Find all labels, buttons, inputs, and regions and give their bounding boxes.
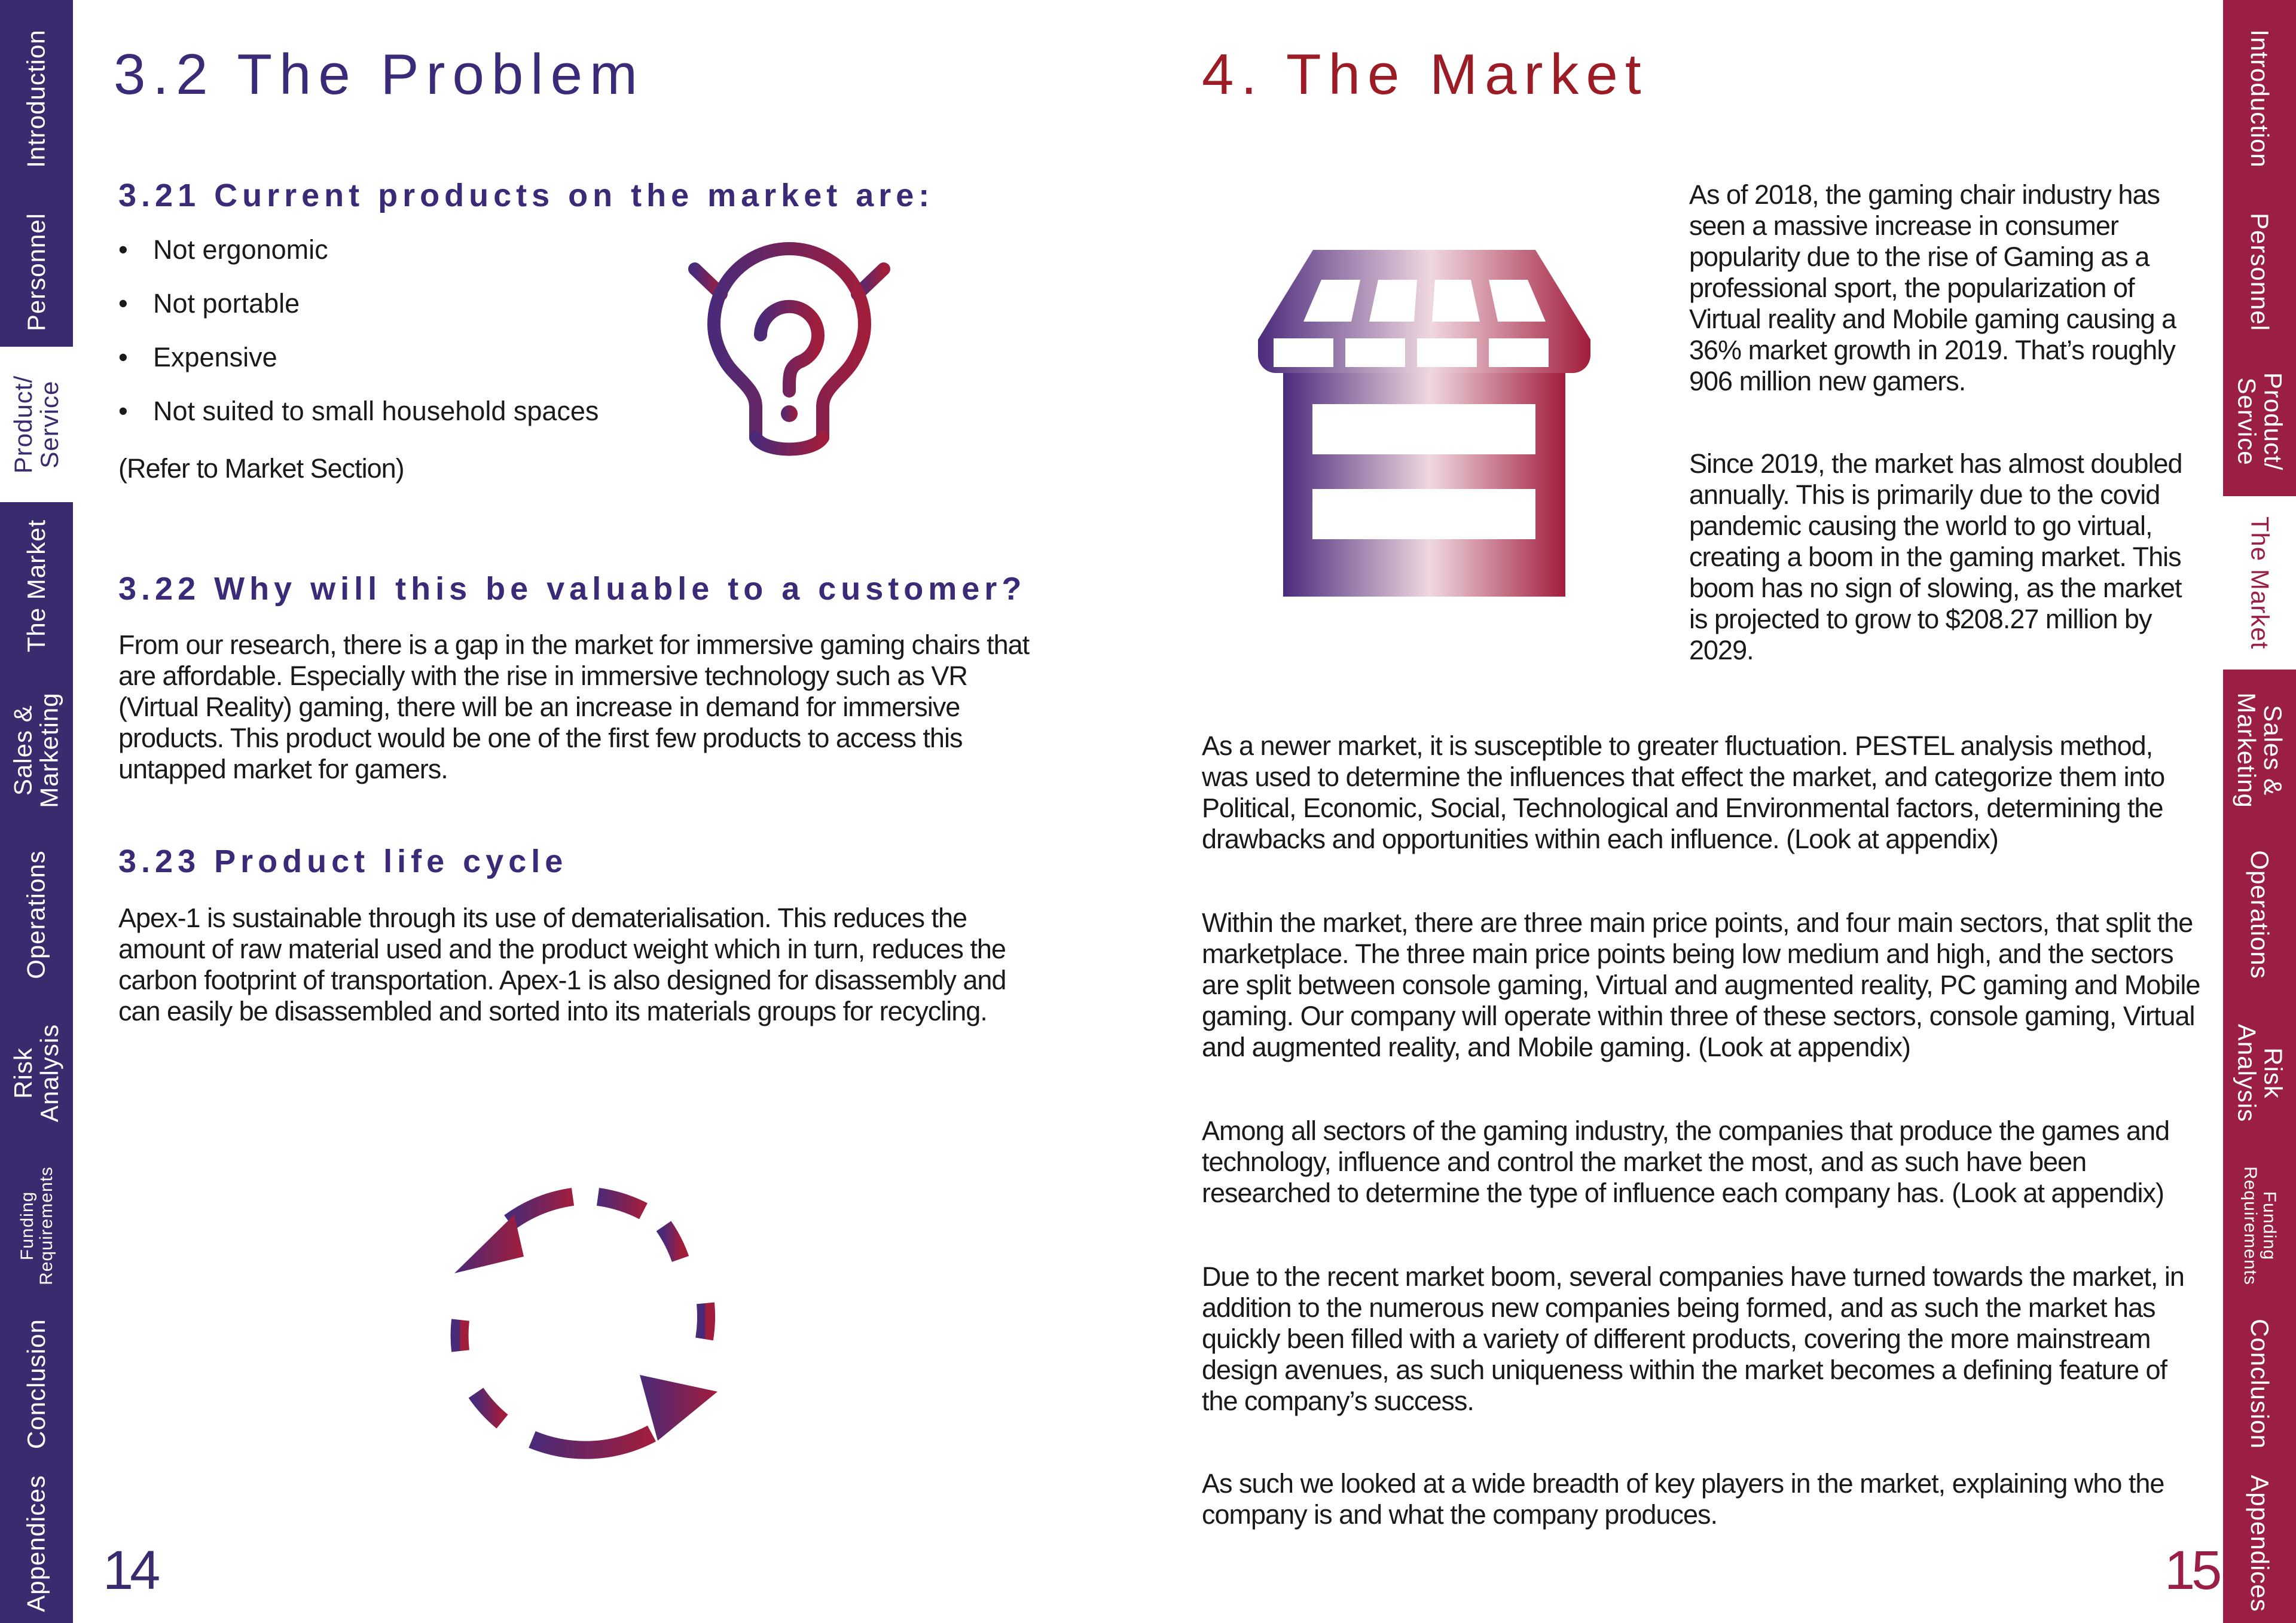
tab-label: Product/ Service [8,375,64,474]
sidebar-right-tab-risk-analysis[interactable] [2223,998,2296,1148]
tab-label: Operations [22,850,50,979]
tab-label: The Market [2246,516,2274,650]
market-intro-paragraph: As of 2018, the gaming chair industry has seen a massive increase in consumer popularity due to the rise of Gaming as a professional sport, the popularization of Virtual reality and Mobile gaming causing a 36% market growth in 2019. That’s roughly 906 million new gamers. [1689,179,2176,396]
sidebar-right-tab-funding-requirements[interactable] [2223,1148,2296,1303]
tab-label: Sales & Marketing [2233,692,2288,808]
tab-label: Conclusion [22,1319,50,1449]
customer-value-paragraph: From our research, there is a gap in the market for immersive gaming chairs that are affordable. Especially with the rise in immersive technology such as VR (Virtual Reality) gaming, there will be an increase in demand for immersive products. This product would be one of the first few products to access this untapped market for gamers. [118,629,1030,784]
recycle-arrows-icon [419,1160,741,1471]
subheading-current-products: 3.21 Current products on the market are: [118,178,935,213]
sidebar-right-tab-the-market[interactable] [2223,496,2296,670]
pestel-paragraph: As a newer market, it is susceptible to greater fluctuation. PESTEL analysis method, was used to determine the influences that effect the market, and categorize them into Political, Economic, Social, Technological and Environmental factors, determining the drawbacks and opportunities within each influence. (Look at appendix) [1202,730,2165,854]
subheading-customer-value: 3.22 Why will this be valuable to a customer? [118,571,1027,607]
market-growth-paragraph: Since 2019, the market has almost doubled annually. This is primarily due to the covid pandemic causing the world to go virtual, creating a boom in the gaming market. This boom has no sign of slowing, as the market is projected to grow to $208.27 million by 2029. [1689,448,2182,665]
problem-bullet-list [118,234,599,450]
sidebar-left-tab-conclusion[interactable] [0,1303,73,1465]
sidebar-right-tab-sales-marketing[interactable] [2223,670,2296,831]
tab-label: Risk Analysis [8,1023,63,1123]
sidebar-left-tab-risk-analysis[interactable] [0,998,73,1148]
tab-label: Sales & Marketing [8,692,63,808]
refer-note: (Refer to Market Section) [118,453,404,484]
sidebar-left-tab-the-market[interactable] [0,502,73,670]
life-cycle-paragraph: Apex-1 is sustainable through its use of dematerialisation. This reduces the amount of raw material used and the product weight which in turn, reduces the carbon footprint of transportation. Apex-1 is also designed for disassembly and can easily be disassembled and sorted into its materials groups for recycling. [118,903,1006,1026]
sidebar-left-tab-sales-marketing[interactable] [0,670,73,831]
sidebar-left-tab-personnel[interactable] [0,197,73,347]
industry-companies-paragraph: Among all sectors of the gaming industry, the companies that produce the games and technology, influence and control the market the most, and as such have been researched to determine the type of influence each company has. (Look at appendix) [1202,1115,2170,1208]
tab-label: Appendices [22,1475,50,1613]
market-boom-paragraph: Due to the recent market boom, several companies have turned towards the market, in addition to the numerous new companies being formed, and as such the market has quickly been filled with a variety of different products, covering the more mainstream design avenues, as such uniqueness within the market becomes a defining feature of the company’s success. [1202,1261,2184,1416]
sidebar-right-tab-operations[interactable] [2223,831,2296,998]
tab-label: Conclusion [2246,1319,2274,1449]
key-players-paragraph: As such we looked at a wide breadth of key players in the market, explaining who the company is and what the company produces. [1202,1468,2164,1530]
sidebar-right-tab-appendices[interactable] [2223,1465,2296,1623]
tab-label: Funding Requirements [2240,1166,2279,1285]
sidebar-right-tab-product-service[interactable] [2223,347,2296,496]
sidebar-right-tab-introduction[interactable] [2223,0,2296,197]
sidebar-left-tab-product-service[interactable] [0,347,73,502]
list-item: • Not suited to small household spaces [118,396,599,427]
tab-label: The Market [22,519,50,653]
page-title-problem: 3.2 The Problem [114,42,645,106]
lightbulb-question-icon [682,234,897,461]
page-number-right: 15 [2164,1540,2219,1601]
storefront-icon [1256,250,1590,597]
sidebar-right [2223,0,2296,1623]
page-title-market: 4. The Market [1202,42,1648,106]
list-item: • Expensive [118,342,599,373]
tab-label: Introduction [22,29,50,168]
list-item: • Not portable [118,288,599,319]
price-points-paragraph: Within the market, there are three main price points, and four main sectors, that split the marketplace. The three main price points being low medium and high, and the sectors are split between console gaming, Virtual and augmented reality, PC gaming and Mobile gaming. Our company will operate within three of these sectors, console gaming, Virtual and augmented reality, and Mobile gaming. (Look at appendix) [1202,907,2200,1062]
tab-label: Operations [2246,850,2274,979]
subheading-product-life-cycle: 3.23 Product life cycle [118,843,568,879]
tab-label: Personnel [2246,212,2274,332]
tab-label: Product/ Service [2233,372,2288,471]
sidebar-left [0,0,73,1623]
sidebar-left-tab-appendices[interactable] [0,1465,73,1623]
sidebar-right-tab-personnel[interactable] [2223,197,2296,347]
list-item: • Not ergonomic [118,234,599,265]
tab-label: Introduction [2246,29,2274,168]
page-number-left: 14 [103,1540,157,1601]
sidebar-right-tab-conclusion[interactable] [2223,1303,2296,1465]
tab-label: Personnel [22,212,50,332]
tab-label: Appendices [2246,1475,2274,1613]
sidebar-left-tab-funding-requirements[interactable] [0,1148,73,1303]
tab-label: Funding Requirements [17,1166,56,1285]
sidebar-left-tab-operations[interactable] [0,831,73,998]
tab-label: Risk Analysis [2233,1023,2288,1123]
sidebar-left-tab-introduction[interactable] [0,0,73,197]
